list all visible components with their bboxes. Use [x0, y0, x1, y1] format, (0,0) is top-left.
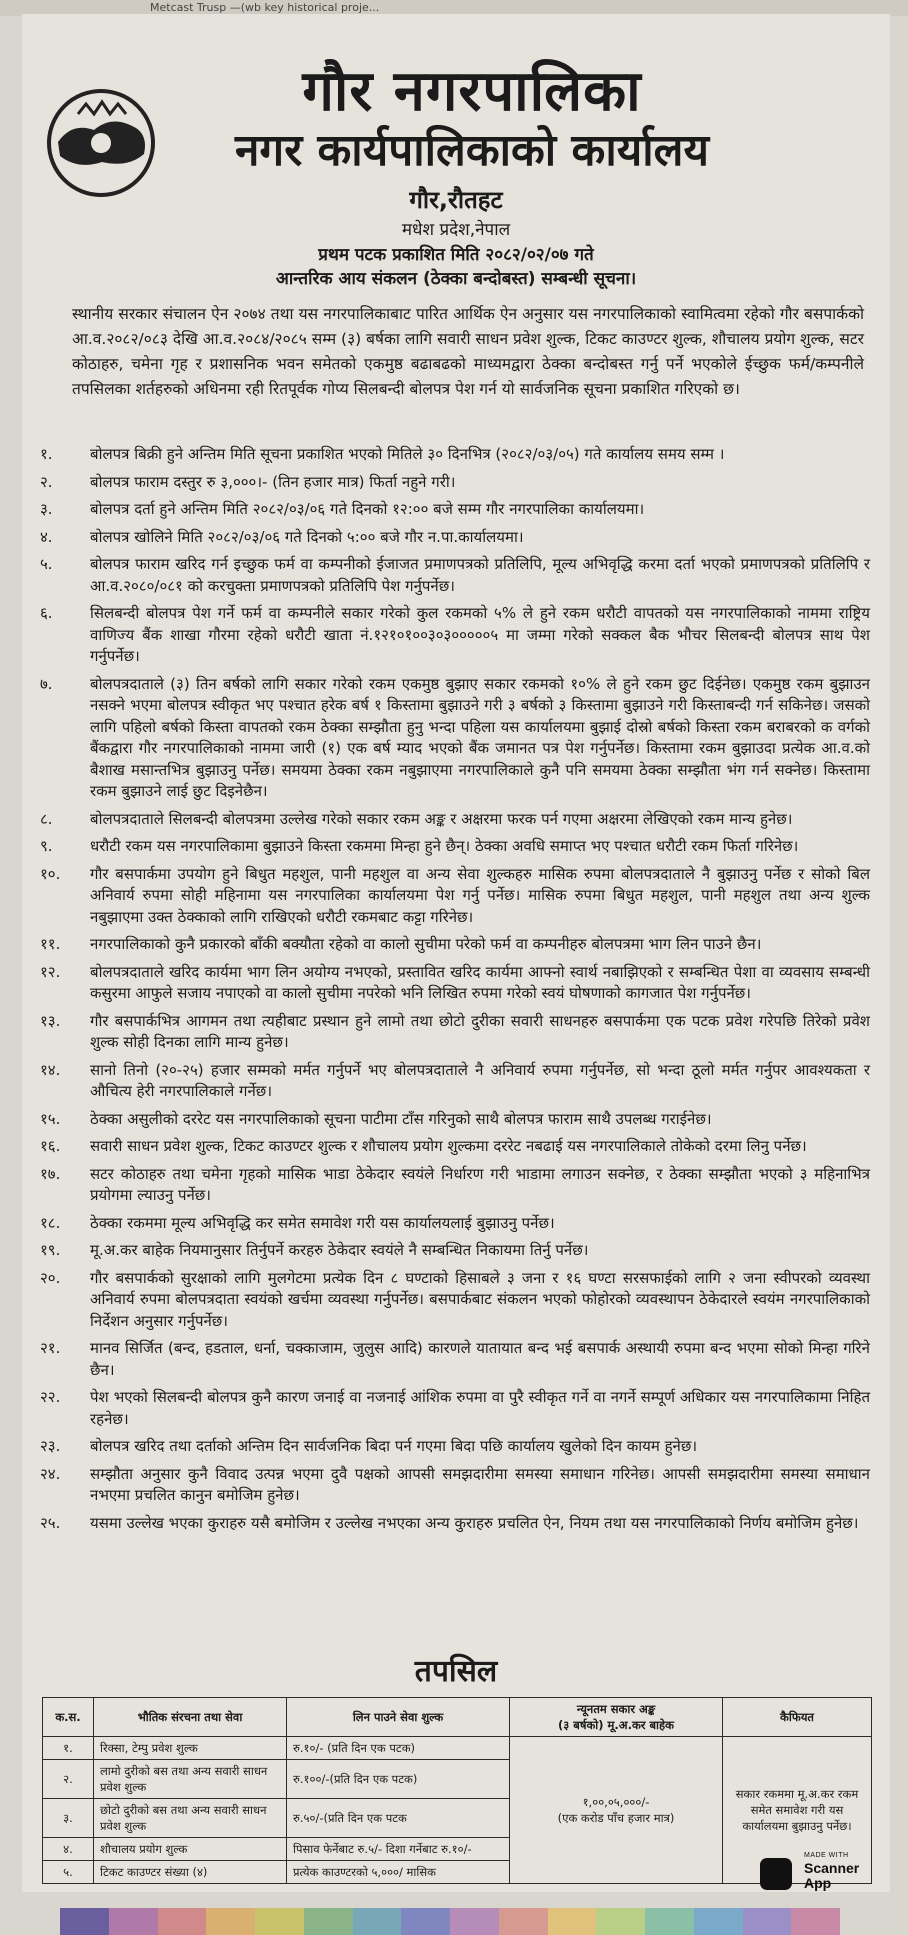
color-swatch — [206, 1908, 255, 1935]
item-number: ३. — [40, 500, 53, 518]
list-item — [40, 472, 870, 494]
notice-title: आन्तरिक आय संकलन (ठेक्का बन्दोबस्त) सम्बन्धी सूचना। — [275, 269, 637, 289]
item-text: बोलपत्र फाराम दस्तुर रु ३,०००।- (तिन हजार मात्र) फिर्ता नहुने गरी। — [90, 472, 456, 491]
list-item — [40, 1060, 870, 1103]
color-swatch — [109, 1908, 158, 1935]
item-number: १. — [40, 445, 53, 463]
item-number: १५. — [40, 1109, 61, 1128]
item-text: ठेक्का असुलीको दररेट यस नगरपालिकाको सूचना पाटीमा टाँस गरिनुको साथै बोलपत्र फाराम साथै उपलब्ध गराईनेछ। — [90, 1109, 712, 1128]
item-text: बोलपत्र फाराम खरिद गर्न इच्छुक फर्म वा कम्पनीको ईजाजत प्रमाणपत्रको प्रतिलिपि, मूल्य अभिवृद्धि करमा दर्ता भएको प्रमाणपत्रको प्रतिलिपि र आ.व.२०८०/०८१ को करचुक्ता प्रमाणपत्रको प्रतिलिपि पेश गर्नुपर्नेछ। — [90, 555, 870, 595]
cell-service: रिक्सा, टेम्पु प्रवेश शुल्क — [94, 1737, 287, 1760]
cell-remarks: सकार रकममा मू.अ.कर रकम समेत समावेश गरी यस कार्यालयमा बुझाउनु पर्नेछ। — [723, 1737, 872, 1884]
item-number: ९. — [40, 837, 53, 855]
scanner-app-name — [804, 1861, 859, 1891]
color-swatch — [645, 1908, 694, 1935]
list-item — [40, 1436, 870, 1458]
item-text: गौर बसपार्कको सुरक्षाको लागि मुलगेटमा प्रत्येक दिन ८ घण्टाको हिसाबले ३ जना र १६ घण्टा सरसफाईको लागि २ जना स्वीपरको व्यवस्था अनिवार्य रुपमा बोलपत्रदाता स्वयंको खर्चमा व्यवस्था गर्नुपर्नेछ। बसपार्कबाट संकलन भएको फोहोरको व्यवस्थापन ठेकेदारले स्वयंम नगरपालिकाको निर्देशन अनुसार गर्नुपर्नेछ। — [90, 1268, 870, 1330]
color-swatch — [743, 1908, 792, 1935]
header-fee: लिन पाउने सेवा शुल्क — [287, 1698, 510, 1737]
cell-fee: रु.५०/-(प्रति दिन एक पटक — [287, 1799, 510, 1838]
cell-sn: २. — [43, 1760, 94, 1799]
min-amount-value: १,००,०५,०००/- — [582, 1795, 650, 1809]
color-swatch — [158, 1908, 207, 1935]
cell-service: छोटो दुरीको बस तथा अन्य सवारी साधन प्रवेश शुल्क — [94, 1799, 287, 1838]
cell-fee: प्रत्येक काउण्टरको ५,०००/ मासिक — [287, 1861, 510, 1884]
list-item — [40, 674, 870, 803]
cell-fee: पिसाव फेर्नेबाट रु.५/- दिशा गर्नेबाट रु.१०/- — [287, 1838, 510, 1861]
item-text: बोलपत्र बिक्री हुने अन्तिम मिति सूचना प्रकाशित भएको मितिले ३० दिनभित्र (२०८२/०३/०५) गते कार्यालय समय सम्म । — [90, 445, 725, 463]
list-item — [40, 1387, 870, 1430]
place-name: गौर,रौतहट — [409, 186, 503, 214]
cell-service: टिकट काउण्टर संख्या (४) — [94, 1861, 287, 1884]
scanner-made-with: MADE WITH — [804, 1852, 849, 1859]
list-item — [40, 836, 870, 858]
item-text: गौर बसपार्कभित्र आगमन तथा त्यहीबाट प्रस्थान हुने लामो तथा छोटो दुरीका सवारी साधनहरु बसपार्कमा एक पटक प्रवेश गरेपछि तिरेको प्रवेश शुल्क सोही दिनका लागि मान्य हुनेछ। — [90, 1011, 870, 1051]
item-number: ६. — [40, 604, 53, 622]
item-text: पेश भएको सिलबन्दी बोलपत्र कुनै कारण जनाई वा नजनाई आंशिक रुपमा वा पुरै स्वीकृत गर्ने वा नगर्ने सम्पूर्ण अधिकार यस नगरपालिकामा निहित रहनेछ। — [90, 1388, 870, 1428]
cell-sn: ५. — [43, 1861, 94, 1884]
top-strip: Metcast Trusp —(wb key historical proje... — [0, 0, 908, 16]
item-text: ठेक्का रकममा मूल्य अभिवृद्धि कर समेत समावेश गरी यस कार्यालयलाई बुझाउनु पर्नेछ। — [90, 1213, 555, 1232]
cell-fee: रु.१००/-(प्रति दिन एक पटक) — [287, 1760, 510, 1799]
list-item — [40, 1109, 870, 1131]
office-title: नगर कार्यपालिकाको कार्यालय — [235, 125, 709, 176]
item-number: २२. — [40, 1388, 61, 1406]
color-swatch — [450, 1908, 499, 1935]
item-text: सटर कोठाहरु तथा चमेना गृहको मासिक भाडा ठेकेदार स्वयंले निर्धारण गरी भाडामा लगाउन सक्नेछ, र ठेक्का सम्झौता भएको ३ महिनाभित्र प्रयोगमा ल्याउनु पर्नेछ। — [90, 1164, 870, 1204]
header-sn: क.स. — [43, 1698, 94, 1737]
item-number: १३. — [40, 1011, 61, 1030]
color-swatch — [499, 1908, 548, 1935]
item-text: सिलबन्दी बोलपत्र पेश गर्ने फर्म वा कम्पनीले सकार गरेको कुल रकमको ५% ले हुने रकम धरौटी वापतको यस नगरपालिकाको नाममा राष्ट्रिय वाणिज्य बैंक शाखा गौरमा रहेको धरौटी खाता नं.१२१०१००३०३०००००५ मा जम्मा गरेको सक्कल बैक भौचर सिलबन्दी बोलपत्र साथ पेश गर्नुपर्नेछ। — [90, 604, 870, 665]
color-swatch — [255, 1908, 304, 1935]
item-number: २४. — [40, 1464, 61, 1483]
cell-service: लामो दुरीको बस तथा अन्य सवारी साधन प्रवेश शुल्क — [94, 1760, 287, 1799]
color-swatch — [596, 1908, 645, 1935]
color-swatch — [60, 1908, 109, 1935]
item-text: मू.अ.कर बाहेक नियमानुसार तिर्नुपर्ने करहरु ठेकेदार स्वयंले नै सम्बन्धित निकायमा तिर्नु पर्नेछ। — [90, 1241, 589, 1259]
item-number: २. — [40, 472, 53, 491]
cell-min-amount — [510, 1737, 723, 1884]
scanner-app-name-line2: App — [804, 1875, 832, 1891]
header-min-amount — [510, 1698, 723, 1737]
item-number: ४. — [40, 527, 53, 546]
scanner-app-watermark — [760, 1852, 890, 1896]
list-item — [40, 1011, 870, 1054]
item-text: बोलपत्रदाताले सिलबन्दी बोलपत्रमा उल्लेख गरेको सकार रकम अङ्क र अक्षरमा फरक पर्न गएमा अक्षरमा लेखिएको रकम मान्य हुनेछ। — [90, 809, 793, 828]
item-text: बोलपत्रदाताले (३) तिन बर्षको लागि सकार गरेको रकम एकमुष्ठ बुझाए सकार रकमको १०% ले हुने रकम छुट दिईनेछ। एकमुष्ठ रकम बुझाउन नसक्ने भएमा बोलपत्र स्वीकृत भए पश्चात हरेक बर्ष १ किस्तामा बुझाउने गरी ३ बर्षको ३ किस्तामा बुझाउने गरी किस्ताबन्दी गर्न सकिनेछ। जसको लागि पहिलो बर्षको किस्ता वापतको रकम ठेक्का सम्झौता हुनु भन्दा पहिला यस कार्यालयमा बुझाई दोस्रो बर्षको किस्ता रकम बराबरको क वर्गको बैंकद्वारा गौर नगरपालिकाको नाममा जारी (१) एक बर्ष म्याद भएको बैंक जमानत पत्र पेश गर्नुपर्नेछ। किस्तामा रकम बुझाउदा प्रत्येक आ.व.को बैशाख मसान्तभित्र बुझाउनु पर्नेछ। समयमा ठेक्का रकम नबुझाएमा नगरपालिकाले कुनै पनि समयमा ठेक्का सम्झौता भंग गर्न सक्नेछ। किस्तामा रकम बुझाउने लाई छुट दिइनेछैन। — [90, 674, 870, 800]
item-text: सवारी साधन प्रवेश शुल्क, टिकट काउण्टर शुल्क र शौचालय प्रयोग शुल्कमा दररेट नबढाई यस नगरपालिकाले तोकेको दरमा लिनु पर्नेछ। — [90, 1137, 807, 1155]
cell-sn: ३. — [43, 1799, 94, 1838]
tapsil-heading: तपसिल — [414, 1654, 498, 1689]
list-item — [40, 1164, 870, 1207]
list-item — [40, 1464, 870, 1507]
province-name: मधेश प्रदेश,नेपाल — [401, 220, 511, 240]
item-text: नगरपालिकाको कुनै प्रकारको बाँकी बक्यौता रहेको वा कालो सुचीमा परेको फर्म वा कम्पनीहरु बोलपत्रमा भाग लिन पाउने छैन। — [90, 935, 762, 953]
list-item — [40, 1240, 870, 1262]
color-swatch — [791, 1908, 840, 1935]
item-number: ८. — [40, 809, 53, 828]
list-item — [40, 864, 870, 929]
list-item — [40, 809, 870, 831]
item-text: मानव सिर्जित (बन्द, हडताल, धर्ना, चक्काजाम, जुलुस आदि) कारणले यातायात बन्द भई बसपार्क अस्थायी रुपमा बन्द भएमा सोको मिन्हा गरिने छैन। — [90, 1339, 870, 1379]
list-item — [40, 499, 870, 521]
item-number: ५. — [40, 555, 53, 573]
item-text: धरौटी रकम यस नगरपालिकामा बुझाउने किस्ता रकममा मिन्हा हुने छैन्। ठेक्का अवधि समाप्त भए पश्चात धरौटी रकम फिर्ता गरिनेछ। — [90, 837, 799, 855]
header-min-amount-label: न्यूनतम सकार अङ्क — [576, 1702, 656, 1716]
item-text: गौर बसपार्कमा उपयोग हुने बिधुत महशुल, पानी महशुल वा अन्य सेवा शुल्कहरु मासिक रुपमा बोलपत्रदाताले नै बुझाउनु पर्नेछ र सोको बिल अनिवार्य रुपमा सोही महिनामा यस नगरपालिका कार्यालयमा पेश गर्नु पर्नेछ। मासिक रुपमा बिधुत महशुल, पानी महशुल तथा अन्य शुल्क नबुझाएमा उक्त ठेक्काको लागि राखिएको धरौटी रकमबाट कट्टा गरिनेछ। — [90, 864, 870, 926]
municipality-title: गौर नगरपालिका — [302, 59, 642, 124]
item-number: २१. — [40, 1339, 61, 1357]
scanner-app-name-line1: Scanner — [804, 1860, 860, 1876]
cell-sn: १. — [43, 1737, 94, 1760]
conditions-list — [40, 444, 870, 1540]
cell-service: शौचालय प्रयोग शुल्क — [94, 1838, 287, 1861]
list-item — [40, 962, 870, 1005]
color-swatch — [548, 1908, 597, 1935]
notice-paper — [22, 14, 890, 1892]
item-number: १६. — [40, 1137, 61, 1155]
list-item — [40, 527, 870, 549]
header-remarks: कैफियत — [723, 1698, 872, 1737]
list-item — [40, 603, 870, 668]
item-number: २५. — [40, 1513, 61, 1532]
item-number: ११. — [40, 935, 61, 953]
nepal-emblem-logo — [42, 84, 160, 202]
color-swatch — [694, 1908, 743, 1935]
color-swatch — [353, 1908, 402, 1935]
intro-paragraph: स्थानीय सरकार संचालन ऐन २०७४ तथा यस नगरपालिकाबाट पारित आर्थिक ऐन अनुसार यस नगरपालिकाको स्वामित्वमा रहेको गौर बसपार्कको आ.व.२०८२/०८३ देखि आ.व.२०८४/२०८५ सम्म (३) बर्षका लागि सवारी साधन प्रवेश शुल्क, टिकट काउण्टर शुल्क, शौचालय प्रयोग शुल्क, सटर कोठाहरु, चमेना गृह र प्रशासनिक भवन समेतको एकमुष्ठ बढाबढको माध्यमद्वारा ठेक्का बन्दोबस्त गर्नु पर्ने भएकोले ईच्छुक फर्म/कम्पनीले तपसिलका शर्तहरुको अधिनमा रही रितपूर्वक गोप्य सिलबन्दी बोलपत्र पेश गर्न यो सार्वजनिक सूचना प्रकाशित गरिएको छ। — [72, 305, 864, 398]
item-number: १०. — [40, 864, 61, 883]
list-item — [40, 934, 870, 956]
tapsil-table — [42, 1697, 872, 1884]
list-item — [40, 1513, 870, 1535]
table-row — [43, 1737, 872, 1760]
cell-sn: ४. — [43, 1838, 94, 1861]
item-number: १२. — [40, 962, 61, 981]
item-number: १७. — [40, 1164, 61, 1183]
item-text: बोलपत्र खोलिने मिति २०८२/०३/०६ गते दिनको ५:०० बजे गौर न.पा.कार्यालयमा। — [90, 527, 524, 546]
item-text: बोलपत्रदाताले खरिद कार्यमा भाग लिन अयोग्य नभएको, प्रस्तावित खरिद कार्यमा आफ्नो स्वार्थ नबाझिएको र सम्बन्धित पेशा वा व्यवसाय सम्बन्धी कसुरमा आफुले सजाय नपाएको वा कालो सुचीमा नपरेको भनि लिखित रुपमा गरेको स्वयं घोषणाको कागजात पेश गर्नुपर्नेछ। — [90, 962, 870, 1002]
print-color-bar — [60, 1908, 840, 1935]
table-header-row — [43, 1698, 872, 1737]
publish-date: प्रथम पटक प्रकाशित मिति २०८२/०२/०७ गते — [318, 245, 594, 265]
scanner-app-icon — [760, 1858, 792, 1890]
item-text: बोलपत्र दर्ता हुने अन्तिम मिति २०८२/०३/०६ गते दिनको १२:०० बजे सम्म गौर नगरपालिका कार्यालयमा। — [90, 500, 645, 518]
item-number: ७. — [40, 674, 53, 693]
item-number: २३. — [40, 1437, 61, 1455]
min-amount-words: (एक करोड पाँच हजार मात्र) — [557, 1811, 675, 1825]
header-min-amount-sub: (३ बर्षको) मू.अ.कर बाहेक — [558, 1718, 674, 1732]
item-text: सानो तिनो (२०-२५) हजार सम्मको मर्मत गर्नुपर्ने भए बोलपत्रदाताले नै अनिवार्य रुपमा गर्नुपर्नेछ, सो भन्दा ठूलो मर्मत गर्नुपर आवश्यकता र औचित्य हेरी नगरपालिकाले गर्नेछ। — [90, 1060, 870, 1100]
item-number: २०. — [40, 1268, 61, 1287]
color-swatch — [401, 1908, 450, 1935]
list-item — [40, 554, 870, 597]
item-text: बोलपत्र खरिद तथा दर्ताको अन्तिम दिन सार्वजनिक बिदा पर्न गएमा बिदा पछि कार्यालय खुलेको दिन कायम हुनेछ। — [90, 1437, 698, 1455]
notice-header — [22, 14, 890, 314]
header-service: भौतिक संरचना तथा सेवा — [94, 1698, 287, 1737]
item-text: यसमा उल्लेख भएका कुराहरु यसै बमोजिम र उल्लेख नभएका अन्य कुराहरु प्रचलित ऐन, नियम तथा यस नगरपालिकाको निर्णय बमोजिम हुनेछ। — [90, 1513, 859, 1532]
item-text: सम्झौता अनुसार कुनै विवाद उत्पन्न भएमा दुवै पक्षको आपसी समझदारीमा समस्या समाधान गरिनेछ। आपसी समझदारीमा समस्या समाधान नभएमा प्रचलित कानुन बमोजिम हुनेछ। — [90, 1464, 870, 1504]
list-item — [40, 444, 870, 466]
item-number: १९. — [40, 1241, 61, 1259]
item-number: १८. — [40, 1213, 61, 1232]
list-item — [40, 1268, 870, 1333]
list-item — [40, 1136, 870, 1158]
cell-fee: रु.१०/- (प्रति दिन एक पटक) — [287, 1737, 510, 1760]
list-item — [40, 1213, 870, 1235]
color-swatch — [304, 1908, 353, 1935]
list-item — [40, 1338, 870, 1381]
item-number: १४. — [40, 1060, 61, 1079]
